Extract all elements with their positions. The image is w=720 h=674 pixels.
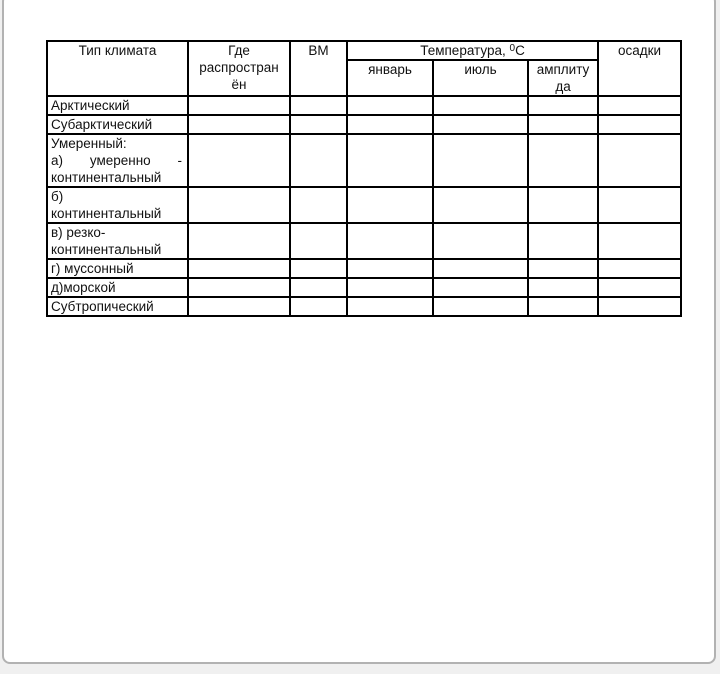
table-row-continental	[47, 187, 681, 223]
header-label: осадки	[617, 43, 662, 58]
label-line: Субтропический	[51, 299, 154, 314]
table-row-monsoon	[47, 259, 681, 278]
empty-cell	[598, 115, 681, 134]
label-line: б)	[51, 189, 64, 204]
header-temperature-group	[347, 41, 598, 60]
empty-cell	[290, 259, 347, 278]
header-row-1	[47, 41, 681, 60]
empty-cell	[598, 259, 681, 278]
empty-cell	[433, 96, 528, 115]
empty-cell	[528, 223, 598, 259]
header-label: июль	[464, 62, 497, 77]
climate-table	[46, 40, 682, 317]
empty-cell	[433, 223, 528, 259]
empty-cell	[188, 223, 290, 259]
empty-cell	[188, 96, 290, 115]
header-label-line: амплиту	[536, 62, 590, 77]
table-row-temperate-moderate-continental	[47, 134, 681, 187]
table-row-sharply-continental	[47, 223, 681, 259]
label-line-justified	[51, 152, 185, 169]
empty-cell	[347, 223, 433, 259]
climate-type-cell	[47, 259, 188, 278]
empty-cell	[188, 297, 290, 316]
empty-cell	[433, 297, 528, 316]
empty-cell	[528, 134, 598, 187]
empty-cell	[188, 134, 290, 187]
climate-type-cell	[47, 134, 188, 187]
label-line: д)морской	[51, 280, 116, 295]
table-row-marine	[47, 278, 681, 297]
temperature-label-suffix: С	[515, 43, 525, 58]
climate-type-cell	[47, 223, 188, 259]
header-label: Тип климата	[78, 43, 157, 58]
superscript-zero: 0	[509, 43, 516, 54]
empty-cell	[290, 115, 347, 134]
climate-type-cell	[47, 115, 188, 134]
empty-cell	[290, 134, 347, 187]
empty-cell	[290, 96, 347, 115]
climate-type-cell	[47, 297, 188, 316]
header-label-line: Где	[228, 43, 250, 58]
empty-cell	[290, 187, 347, 223]
empty-cell	[347, 187, 433, 223]
table-row-subarctic	[47, 115, 681, 134]
header-label: ВМ	[308, 43, 329, 58]
empty-cell	[290, 297, 347, 316]
empty-cell	[528, 278, 598, 297]
empty-cell	[188, 115, 290, 134]
empty-cell	[188, 187, 290, 223]
empty-cell	[528, 187, 598, 223]
header-label: январь	[368, 62, 412, 77]
header-label-line: ён	[231, 77, 247, 92]
label-line: Умеренный:	[51, 136, 127, 151]
empty-cell	[347, 278, 433, 297]
label-line: в) резко-	[51, 225, 106, 240]
empty-cell	[347, 297, 433, 316]
empty-cell	[188, 259, 290, 278]
header-label-line: распростран	[199, 60, 279, 75]
label-line: континентальный	[51, 206, 162, 221]
label-line: континентальный	[51, 242, 162, 257]
temperature-label-prefix: Температура,	[420, 43, 510, 58]
empty-cell	[347, 134, 433, 187]
empty-cell	[598, 297, 681, 316]
table-row-subtropical	[47, 297, 681, 316]
empty-cell	[528, 115, 598, 134]
empty-cell	[347, 96, 433, 115]
header-amplitude	[528, 60, 598, 96]
empty-cell	[598, 96, 681, 115]
empty-cell	[290, 278, 347, 297]
header-label-line: да	[555, 79, 571, 94]
climate-type-cell	[47, 278, 188, 297]
header-january	[347, 60, 433, 96]
empty-cell	[290, 223, 347, 259]
label-line: г) муссонный	[51, 261, 134, 276]
empty-cell	[433, 259, 528, 278]
label-line: Арктический	[51, 98, 130, 113]
label-part: умеренно	[89, 153, 151, 168]
climate-type-cell	[47, 96, 188, 115]
document-page	[2, 0, 716, 664]
header-where-spread	[188, 41, 290, 96]
empty-cell	[347, 115, 433, 134]
climate-type-cell	[47, 187, 188, 223]
empty-cell	[528, 259, 598, 278]
empty-cell	[598, 134, 681, 187]
empty-cell	[598, 223, 681, 259]
empty-cell	[528, 297, 598, 316]
empty-cell	[347, 259, 433, 278]
header-climate-type	[47, 41, 188, 96]
empty-cell	[433, 115, 528, 134]
empty-cell	[433, 134, 528, 187]
header-precipitation	[598, 41, 681, 96]
label-line: континентальный	[51, 170, 162, 185]
header-air-mass	[290, 41, 347, 96]
empty-cell	[598, 187, 681, 223]
label-part: а)	[51, 153, 64, 168]
header-july	[433, 60, 528, 96]
empty-cell	[433, 187, 528, 223]
label-part: -	[177, 153, 182, 168]
table-row-arctic	[47, 96, 681, 115]
empty-cell	[433, 278, 528, 297]
empty-cell	[188, 278, 290, 297]
empty-cell	[528, 96, 598, 115]
label-line: Субарктический	[51, 117, 153, 132]
empty-cell	[598, 278, 681, 297]
